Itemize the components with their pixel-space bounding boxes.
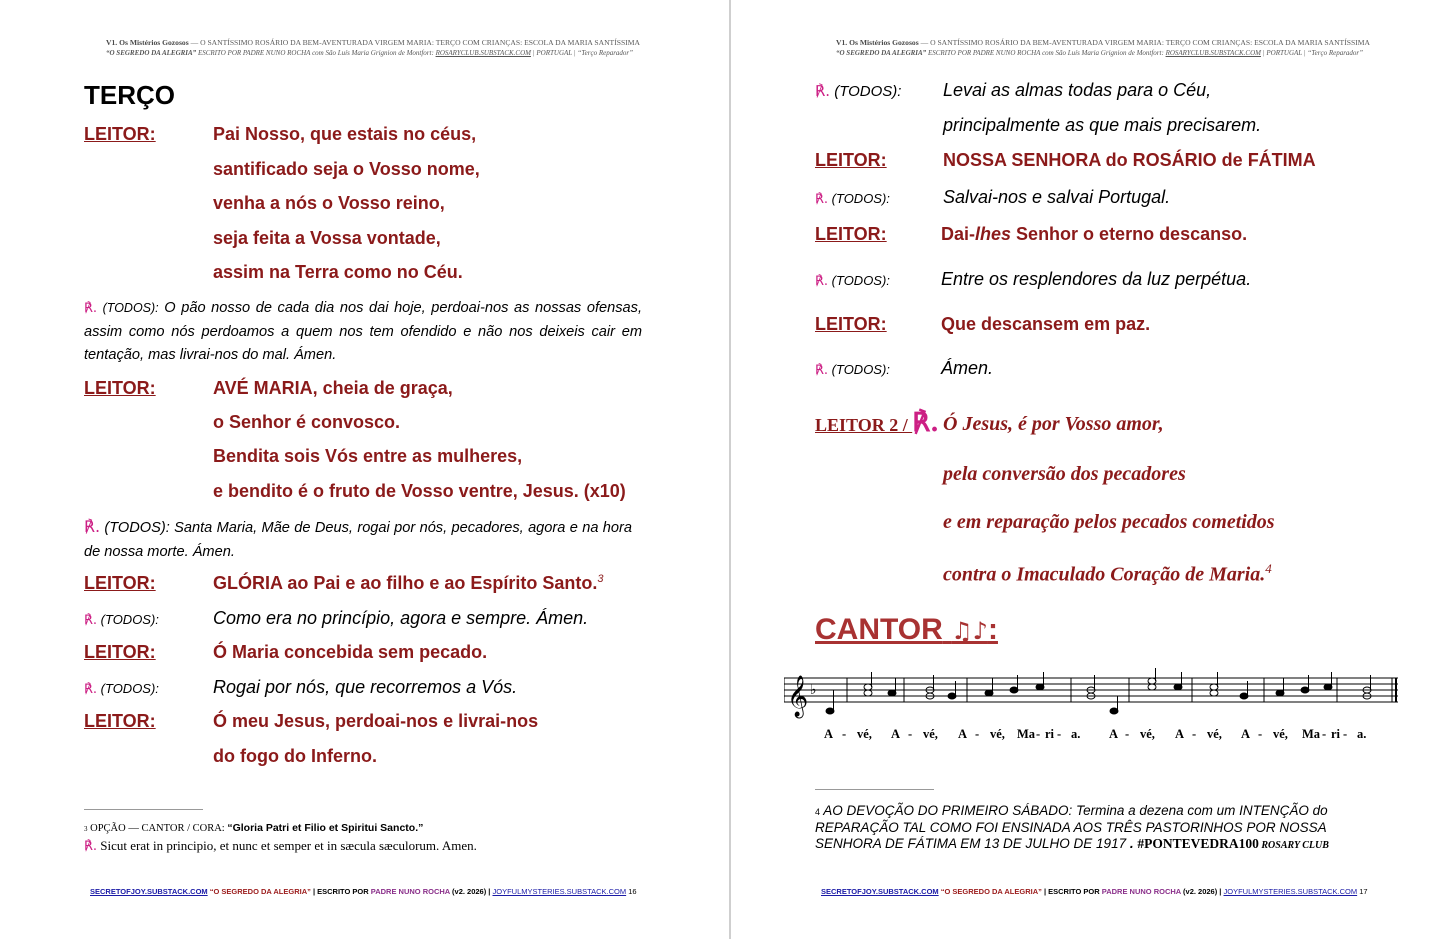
rosaryclub-link[interactable]: ROSARYCLUB.SUBSTACK.COM (435, 49, 531, 57)
lyric-syllable: A (958, 727, 968, 741)
page-footer: SECRETOFJOY.SUBSTACK.COM “O SEGREDO DA ALEGRIA” | ESCRITO POR PADRE NUNO ROCHA (v2. 2026) | JOYFULMYSTERIES.SUBSTACK.COM 17 (821, 887, 1368, 896)
prayer-line: Dai-lhes Senhor o eterno descanso. (941, 224, 1248, 244)
running-header-line1: V1. Os Mistérios Gozosos — O SANTÍSSIMO ROSÁRIO DA BEM-AVENTURADA VIRGEM MARIA: TERÇO COM CRIANÇAS: ESCOLA DA MARIA SANTÍSSIMA (106, 38, 640, 47)
prayer-line: e em reparação pelos pecados cometidos (943, 511, 1275, 533)
prayer-line: o Senhor é convosco. (213, 412, 401, 432)
prayer-line: pela conversão dos pecadores (943, 463, 1186, 485)
response-line: Rogai por nós, que recorremos a Vós. (213, 677, 518, 697)
lyric-syllable: vé, (1140, 727, 1155, 741)
prayer-line: e bendito é o fruto de Vosso ventre, Jesus. (x10) (213, 481, 626, 501)
running-header-line1: V1. Os Mistérios Gozosos — O SANTÍSSIMO ROSÁRIO DA BEM-AVENTURADA VIRGEM MARIA: TERÇO COM CRIANÇAS: ESCOLA DA MARIA SANTÍSSIMA (836, 38, 1370, 47)
lyric-syllable: - (1343, 727, 1348, 741)
lyric-syllable: a. (1357, 727, 1367, 741)
response-line: Levai as almas todas para o Céu, (943, 80, 1212, 100)
treble-clef-icon: 𝄞 (787, 676, 809, 717)
leitor-label: LEITOR: (84, 573, 156, 593)
prayer-line: assim na Terra como no Céu. (213, 262, 463, 282)
todos-label: ℟. (TODOS): (815, 82, 902, 100)
prayer-line: santificado seja o Vosso nome, (213, 159, 480, 179)
leitor-label: LEITOR: (815, 224, 887, 244)
lyric-syllable: vé, (857, 727, 872, 741)
lyric-syllable: - (1258, 727, 1263, 741)
prayer-line: AVÉ MARIA, cheia de graça, (213, 378, 453, 398)
lyric-syllable: vé, (1207, 727, 1222, 741)
page-number: 16 (628, 887, 637, 896)
prayer-line: Ó meu Jesus, perdoai-nos e livrai-nos (213, 711, 539, 731)
todos-label: ℟. (TODOS): (815, 362, 890, 378)
prayer-line: seja feita a Vossa vontade, (213, 228, 441, 248)
lyric-syllable: A (1175, 727, 1185, 741)
lyric-syllable: - (1192, 727, 1197, 741)
prayer-line: NOSSA SENHORA do ROSÁRIO de FÁTIMA (943, 150, 1316, 170)
response-line: Entre os resplendores da luz perpétua. (941, 269, 1252, 289)
response-line: Salvai-nos e salvai Portugal. (943, 187, 1171, 207)
lyric-syllable: - (975, 727, 980, 741)
cantor-heading: CANTOR ♫♪: (815, 613, 998, 646)
todos-label: ℟. (TODOS): (815, 191, 890, 207)
leitor-label: LEITOR: (815, 314, 887, 334)
footnote-3: 3 OPÇÃO — CANTOR / CORA: “Gloria Patri et Filio et Spiritui Sancto.” (84, 822, 424, 834)
prayer-line: Pai Nosso, que estais no céus, (213, 124, 477, 144)
running-header-line2: “O SEGREDO DA ALEGRIA” ESCRITO POR PADRE NUNO ROCHA com São Luís Maria Grignion de Montfort: ROSARYCLUB.SUBSTACK.COM | PORTUGAL | “Terço Reparador” (106, 49, 634, 57)
prayer-line: Ó Jesus, é por Vosso amor, (943, 413, 1164, 435)
lyric-syllable: ri (1045, 727, 1055, 741)
lyric-syllable: - (1125, 727, 1130, 741)
running-header-line2: “O SEGREDO DA ALEGRIA” ESCRITO POR PADRE NUNO ROCHA com São Luís Maria Grignion de Montfort: ROSARYCLUB.SUBSTACK.COM | PORTUGAL | “Terço Reparador” (836, 49, 1364, 57)
todos-label: ℟. (TODOS): (815, 273, 890, 289)
lyric-syllable: vé, (923, 727, 938, 741)
lyric-syllable: A (1241, 727, 1251, 741)
prayer-line: venha a nós o Vosso reino, (213, 193, 445, 213)
prayer-line: Que descansem em paz. (941, 314, 1151, 334)
lyric-syllable: A (824, 727, 834, 741)
lyric-syllable: - (1036, 727, 1041, 741)
leitor-label: LEITOR: (84, 378, 156, 398)
leitor-label: LEITOR: (84, 642, 156, 662)
leitor-label: LEITOR: (84, 124, 156, 144)
joyfulmysteries-link[interactable]: JOYFULMYSTERIES.SUBSTACK.COM (492, 887, 627, 896)
leitor-label: LEITOR: (84, 711, 156, 731)
footnote-3-response: ℟. Sicut erat in principio, et nunc et semper et in sæcula sæculorum. Amen. (84, 838, 477, 854)
lyric-syllable: A (1109, 727, 1119, 741)
footnote-rule (815, 789, 934, 790)
secretofjoy-link[interactable]: SECRETOFJOY.SUBSTACK.COM (90, 887, 208, 896)
rosaryclub-link[interactable]: ROSARYCLUB.SUBSTACK.COM (1165, 49, 1261, 57)
response-line: Ámen. (941, 358, 994, 378)
lyric-syllable: vé, (1273, 727, 1288, 741)
page-number: 17 (1359, 887, 1368, 896)
prayer-line: do fogo do Inferno. (213, 746, 377, 766)
lyric-syllable: A (891, 727, 901, 741)
page-footer: SECRETOFJOY.SUBSTACK.COM “O SEGREDO DA ALEGRIA” | ESCRITO POR PADRE NUNO ROCHA (v2. 2026) | JOYFULMYSTERIES.SUBSTACK.COM 16 (90, 887, 637, 896)
footnote-4: 4 AO DEVOÇÃO DO PRIMEIRO SÁBADO: Termina a dezena com um INTENÇÃO do REPARAÇÃO TAL COMO FOI ENSINADA AOS TRÊS PASTORINHOS POR NOSSA SENHORA DE FÁTIMA EM 13 DE JULHO DE 1917 . #PONTEVEDRA100 ROSARY CLUB (815, 803, 1329, 851)
lyric-syllable: Ma (1017, 727, 1036, 741)
lyric-syllable: Ma (1302, 727, 1321, 741)
joyfulmysteries-link[interactable]: JOYFULMYSTERIES.SUBSTACK.COM (1223, 887, 1358, 896)
response-line: Como era no princípio, agora e sempre. Ámen. (213, 608, 589, 628)
lyric-syllable: - (842, 727, 847, 741)
lyric-syllable: - (908, 727, 913, 741)
prayer-line: GLÓRIA ao Pai e ao filho e ao Espírito Santo.$^3$ (213, 573, 604, 593)
lyric-syllable: a. (1071, 727, 1081, 741)
secretofjoy-link[interactable]: SECRETOFJOY.SUBSTACK.COM (821, 887, 939, 896)
response-paragraph: ℟. (TODOS): Santa Maria, Mãe de Deus, rogai por nós, pecadores, agora e na hora de nossa morte. Ámen. (84, 517, 632, 560)
response-paragraph: ℟. (TODOS): O pão nosso de cada dia nos dai hoje, perdoai-nos as nossas ofensas, assim como nós perdoamos a quem nos tem ofendido e não nos deixeis cair em tentação, mas livrai-nos do mal. Ámen. (84, 300, 643, 363)
page-17 (731, 0, 1456, 939)
music-staff (784, 666, 1404, 722)
leitor2-label: LEITOR 2 / ℟. (815, 408, 940, 438)
lyric-syllable: ri (1331, 727, 1341, 741)
prayer-line: contra o Imaculado Coração de Maria.$^4$ (943, 561, 1272, 586)
response-line: principalmente as que mais precisarem. (943, 115, 1262, 135)
flat-sign-icon: ♭ (810, 682, 817, 698)
lyric-syllable: - (1322, 727, 1327, 741)
todos-label: ℟. (TODOS): (84, 612, 159, 628)
lyric-syllable: - (1057, 727, 1062, 741)
page-title: TERÇO (84, 80, 175, 110)
todos-label: ℟. (TODOS): (84, 681, 159, 697)
leitor-label: LEITOR: (815, 150, 887, 170)
prayer-line: Ó Maria concebida sem pecado. (213, 642, 488, 662)
music-notes-icon: ♫♪ (951, 617, 988, 645)
lyric-syllable: vé, (990, 727, 1005, 741)
footnote-rule (84, 809, 203, 810)
prayer-line: Bendita sois Vós entre as mulheres, (213, 446, 523, 466)
